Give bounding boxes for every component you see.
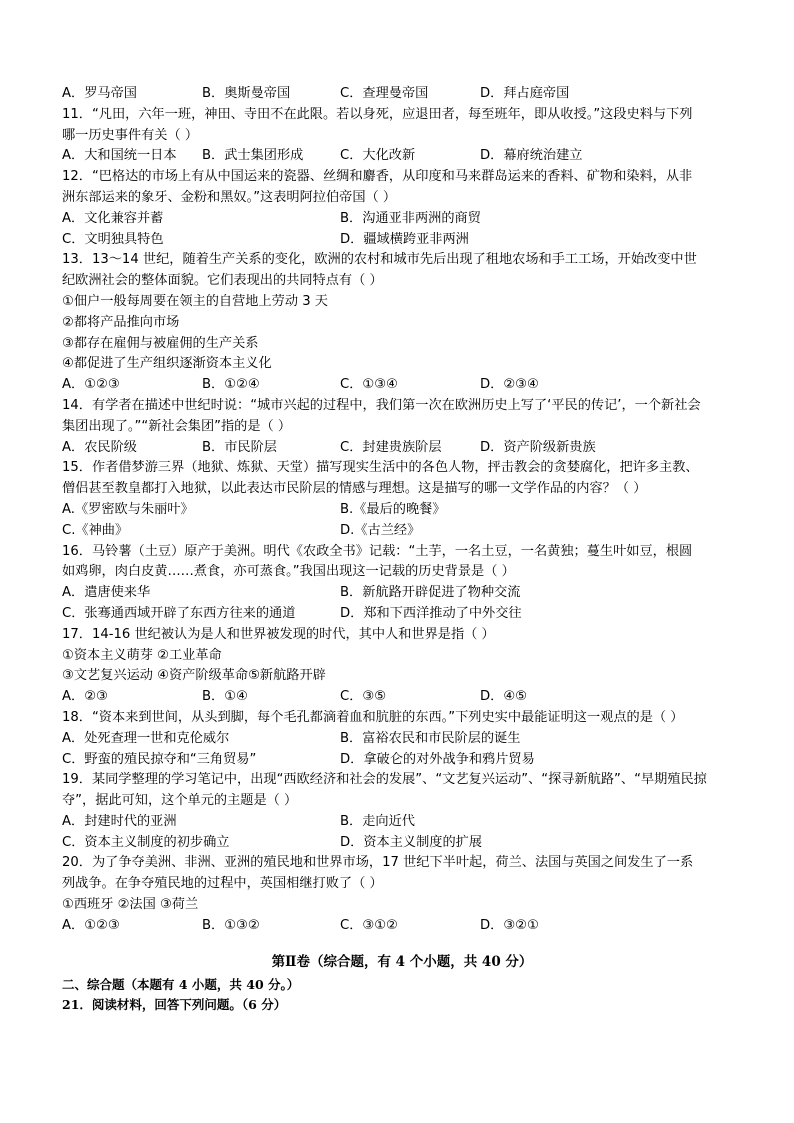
option-d: D．郑和下西洋推动了中外交往 [340, 605, 522, 621]
option-c: C．大化改新 [340, 148, 416, 164]
option-c: C．查理曼帝国 [340, 86, 429, 101]
option-a: A．罗马帝国 [62, 86, 137, 101]
question-stem: 集团出现了。”“新社会集团”指的是（ ） [62, 418, 292, 434]
option-b: B．①②④ [202, 377, 260, 393]
option-d: D．幕府统治建立 [480, 148, 583, 164]
option-a: A．文化兼容并蓄 [62, 210, 164, 226]
q12-options-row1 [62, 209, 742, 230]
option-b: B．武士集团形成 [202, 148, 304, 164]
option-c: C．文明独具特色 [62, 231, 164, 247]
question-stem: 12．“巴格达的市场上有从中国运来的瓷器、丝绸和麝香，从印度和马来群岛运来的香料、矿物和染料，从非 [62, 169, 693, 185]
q18-options-row1 [62, 729, 742, 750]
question-stem: 18．“资本来到世间，从头到脚，每个毛孔都滴着血和肮脏的东西。”下列史实中最能证明这一观点的是（ ） [62, 709, 684, 725]
option-b: B．沟通亚非两洲的商贸 [340, 210, 481, 226]
option-a: A．①②③ [62, 377, 120, 393]
option-c: C．野蛮的殖民掠夺和“三角贸易” [62, 751, 257, 767]
option-a: A．处死查理一世和克伦威尔 [62, 730, 230, 746]
option-d: D．拜占庭帝国 [480, 86, 570, 101]
q14-options [62, 438, 742, 459]
statement-item: ④都促进了生产组织逐渐资本主义化 [62, 356, 272, 372]
question-stem: 洲东部运来的象牙、金粉和黑奴。”这表明阿拉伯帝国（ ） [62, 189, 397, 205]
option-d: D．资产阶级新贵族 [480, 439, 596, 455]
question-stem: 16．马铃薯（土豆）原产于美洲。明代《农政全书》记载：“土芋，一名土豆，一名黄独；蔓生叶如豆，根圆 [62, 543, 693, 559]
option-a: A．农民阶级 [62, 439, 137, 455]
option-b: B.《最后的晚餐》 [340, 501, 446, 517]
option-b: B．①④ [202, 689, 248, 705]
q11-options [62, 146, 742, 167]
question-stem: 17．14-16 世纪被认为是人和世界被发现的时代，其中人和世界是指（ ） [62, 626, 495, 642]
option-a: A．②③ [62, 689, 108, 705]
option-d: D．拿破仑的对外战争和鸦片贸易 [340, 751, 535, 767]
question-stem: 僧侣甚至教皇都打入地狱，以此表达市民阶层的情感与理想。这是描写的哪一文学作品的内容？（ ） [62, 481, 647, 497]
question-stem: 20．为了争夺美洲、非洲、亚洲的殖民地和世界市场，17 世纪下半叶起，荷兰、法国与英国之间发生了一系 [62, 855, 694, 871]
question-stem: 哪一历史事件有关（ ） [62, 127, 199, 143]
question-stem: 列战争。在争夺殖民地的过程中，英国相继打败了（ ） [62, 876, 383, 892]
option-c: C.《神曲》 [62, 522, 129, 538]
option-d: D．④⑤ [480, 689, 527, 705]
q20-options [62, 916, 742, 937]
question-21-stem: 21．阅读材料，回答下列问题。（6 分） [62, 997, 287, 1013]
question-stem: 纪欧洲社会的整体面貌。它们表现出的共同特点有（ ） [62, 273, 383, 289]
option-b: B．走向近代 [340, 813, 415, 829]
question-stem: 15．作者借梦游三界（地狱、炼狱、天堂）描写现实生活中的各色人物，抨击教会的贪婪腐化，把许多主教、 [62, 460, 699, 476]
option-d: D．疆域横跨亚非两洲 [340, 231, 469, 247]
question-stem: 11．“凡田，六年一班，神田、寺田不在此限。若以身死，应退田者，每至班年，即从收授。”这段史料与下列 [62, 106, 693, 122]
option-a: A．遣唐使来华 [62, 585, 151, 601]
q16-options-row2 [62, 604, 742, 625]
q19-options-row2 [62, 833, 742, 854]
option-d: D．资本主义制度的扩展 [340, 834, 483, 850]
statement-item: ③文艺复兴运动 ④资产阶级革命⑤新航路开辟 [62, 668, 326, 684]
statement-item: ①佃户一般每周要在领主的自营地上劳动 3 天 [62, 293, 328, 309]
option-d: D．③②① [480, 917, 539, 933]
option-d: D．②③④ [480, 377, 539, 393]
section-heading: 二、综合题（本题有 4 小题，共 40 分。） [62, 976, 300, 992]
option-a: A．大和国统一日本 [62, 148, 177, 164]
option-b: B．市民阶层 [202, 439, 277, 455]
statement-item: ③都存在雇佣与被雇佣的生产关系 [62, 335, 259, 351]
question-stem: 19．某同学整理的学习笔记中，出现“西欧经济和社会的发展”、“文艺复兴运动”、“探寻新航路”、“早期殖民掠 [62, 772, 707, 788]
q12-options-row2 [62, 230, 742, 251]
question-stem: 如鸡卵，肉白皮黄……煮食，亦可蒸食。”我国出现这一记载的历史背景是（ ） [62, 564, 515, 580]
exam-page [62, 84, 742, 1016]
question-stem: 夺”，据此可知，这个单元的主题是（ ） [62, 793, 298, 809]
question-stem: 14．有学者在描述中世纪时说：“城市兴起的过程中，我们第一次在欧洲历史上写了‘平民的传记’，一个新社会 [62, 397, 701, 413]
option-b: B．①③② [202, 917, 260, 933]
q19-options-row1 [62, 812, 742, 833]
statement-item: ①西班牙 ②法国 ③荷兰 [62, 897, 199, 913]
option-c: C．③①② [340, 917, 398, 933]
option-b: B．奥斯曼帝国 [202, 86, 291, 101]
option-a: A．封建时代的亚洲 [62, 813, 177, 829]
q16-options-row1 [62, 583, 742, 604]
q15-options-row1 [62, 500, 742, 521]
statement-item: ②都将产品推向市场 [62, 314, 180, 330]
q17-options [62, 687, 742, 708]
option-b: B．新航路开辟促进了物种交流 [340, 585, 521, 601]
q15-options-row2 [62, 521, 742, 542]
statement-item: ①资本主义萌芽 ②工业革命 [62, 647, 222, 663]
q18-options-row2 [62, 750, 742, 771]
q10-options [62, 84, 742, 105]
question-stem: 13．13～14 世纪，随着生产关系的变化，欧洲的农村和城市先后出现了租地农场和手工工场，开始改变中世 [62, 252, 697, 268]
option-c: C．张骞通西域开辟了东西方往来的通道 [62, 605, 296, 621]
option-c: C．封建贵族阶层 [340, 439, 442, 455]
q13-options [62, 375, 742, 396]
option-a: A．①②③ [62, 917, 120, 933]
part-two-title: 第Ⅱ卷（综合题，有 4 个小题，共 40 分） [271, 953, 533, 970]
option-b: B．富裕农民和市民阶层的诞生 [340, 730, 521, 746]
option-d: D.《古兰经》 [340, 522, 421, 538]
option-a: A.《罗密欧与朱丽叶》 [62, 501, 194, 517]
option-c: C．资本主义制度的初步确立 [62, 834, 230, 850]
option-c: C．③⑤ [340, 689, 387, 705]
option-c: C．①③④ [340, 377, 398, 393]
